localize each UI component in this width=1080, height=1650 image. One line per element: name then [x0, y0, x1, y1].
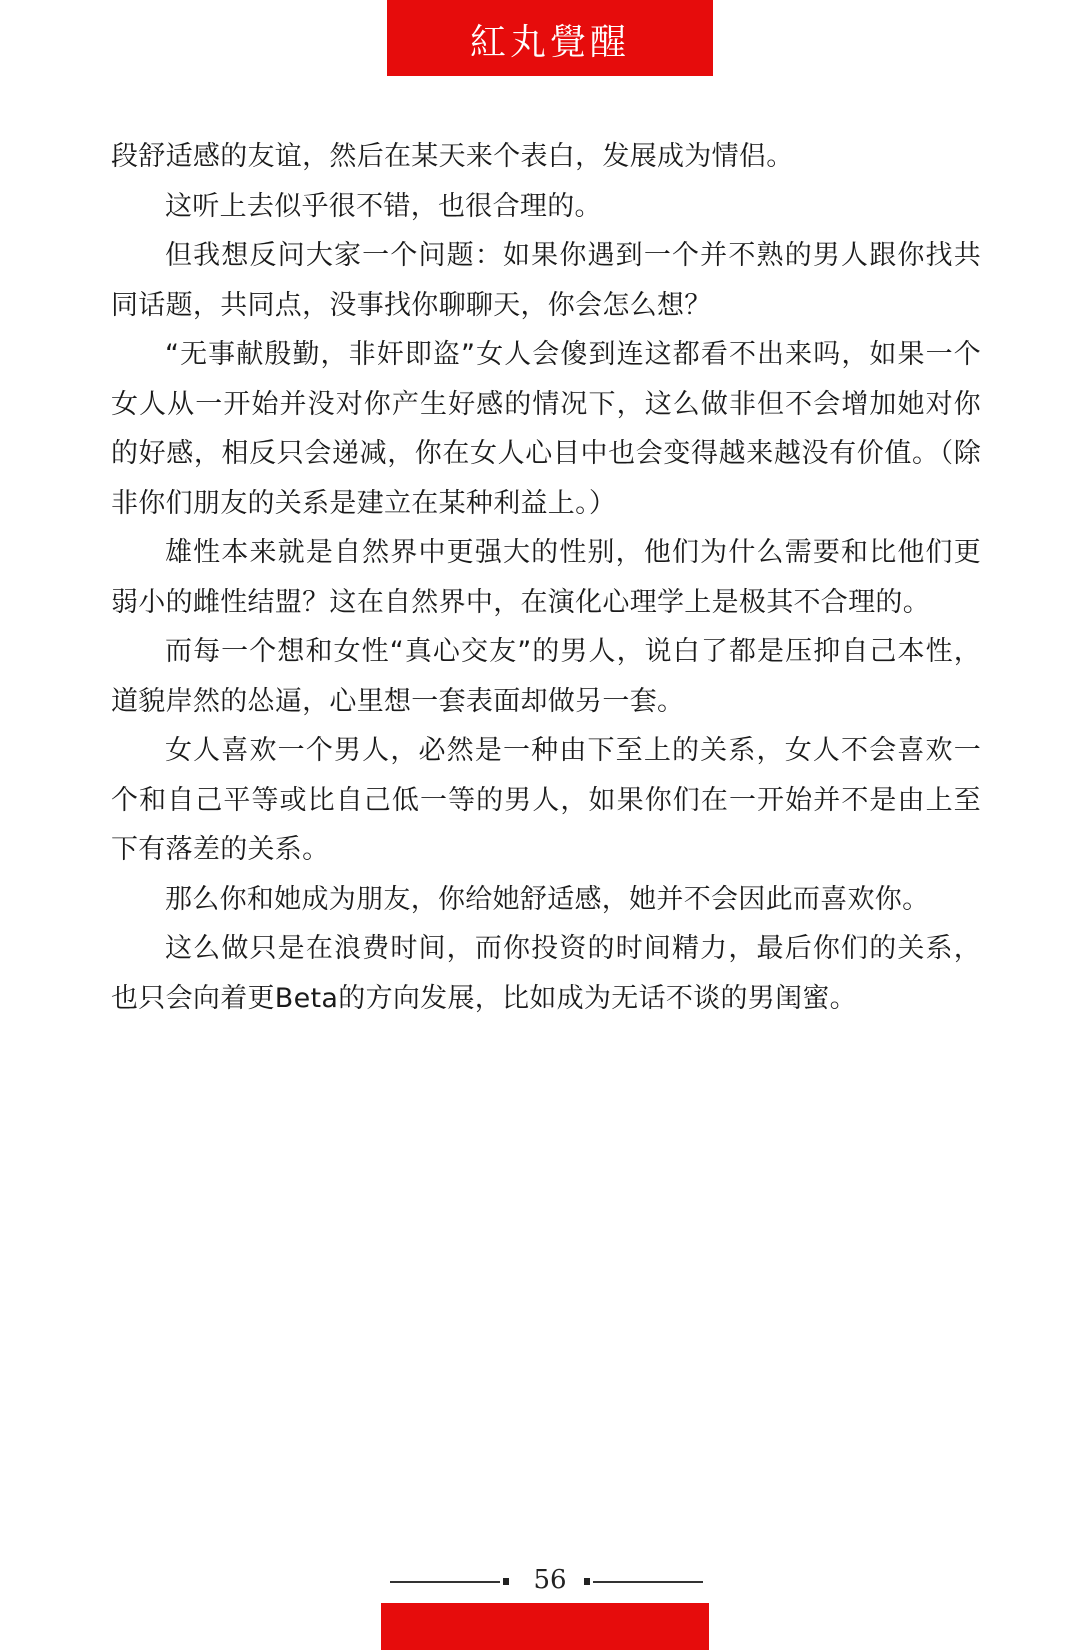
paragraph: 这听上去似乎很不错，也很合理的。 [165, 190, 602, 222]
paragraph: 女人喜欢一个男人，必然是一种由下至上的关系，女人不会喜欢一个和自己平等或比自己低一等的男人，如果你们在一开始并不是由上至下有落差的关系。 [111, 735, 981, 865]
paragraph: 但我想反问大家一个问题：如果你遇到一个并不熟的男人跟你找共同话题，共同点，没事找你聊聊天，你会怎么想？ [111, 240, 981, 321]
paragraph: 段舒适感的友谊，然后在某天来个表白，发展成为情侣。 [111, 141, 794, 172]
header-banner [387, 0, 713, 76]
paragraph: “无事献殷勤，非奸即盗”女人会傻到连这都看不出来吗，如果一个女人从一开始并没对你产生好感的情况下，这么做非但不会增加她对你的好感，相反只会递减，你在女人心目中也会变得越来越没有价值。（除非你们朋友的关系是建立在某种利益上。） [111, 339, 981, 519]
page-number: 56 [533, 1565, 567, 1595]
footer-rule-right [593, 1581, 703, 1583]
paragraph: 雄性本来就是自然界中更强大的性别，他们为什么需要和比他们更弱小的雌性结盟？这在自然界中，在演化心理学上是极其不合理的。 [111, 537, 981, 618]
paragraph: 那么你和她成为朋友，你给她舒适感，她并不会因此而喜欢你。 [165, 883, 930, 915]
footer-dot-right [584, 1578, 590, 1585]
footer-banner [381, 1603, 709, 1650]
body-text [111, 132, 981, 1023]
footer-rule-left [390, 1581, 500, 1583]
header-title: 紅丸覺醒 [469, 21, 630, 63]
paragraph: 这么做只是在浪费时间，而你投资的时间精力，最后你们的关系，也只会向着更Beta的方向发展，比如成为无话不谈的男闺蜜。 [111, 933, 981, 1014]
page-footer [0, 1560, 1080, 1600]
footer-dot-left [503, 1578, 509, 1585]
paragraph: 而每一个想和女性“真心交友”的男人，说白了都是压抑自己本性，道貌岸然的怂逼，心里想一套表面却做另一套。 [111, 636, 981, 717]
